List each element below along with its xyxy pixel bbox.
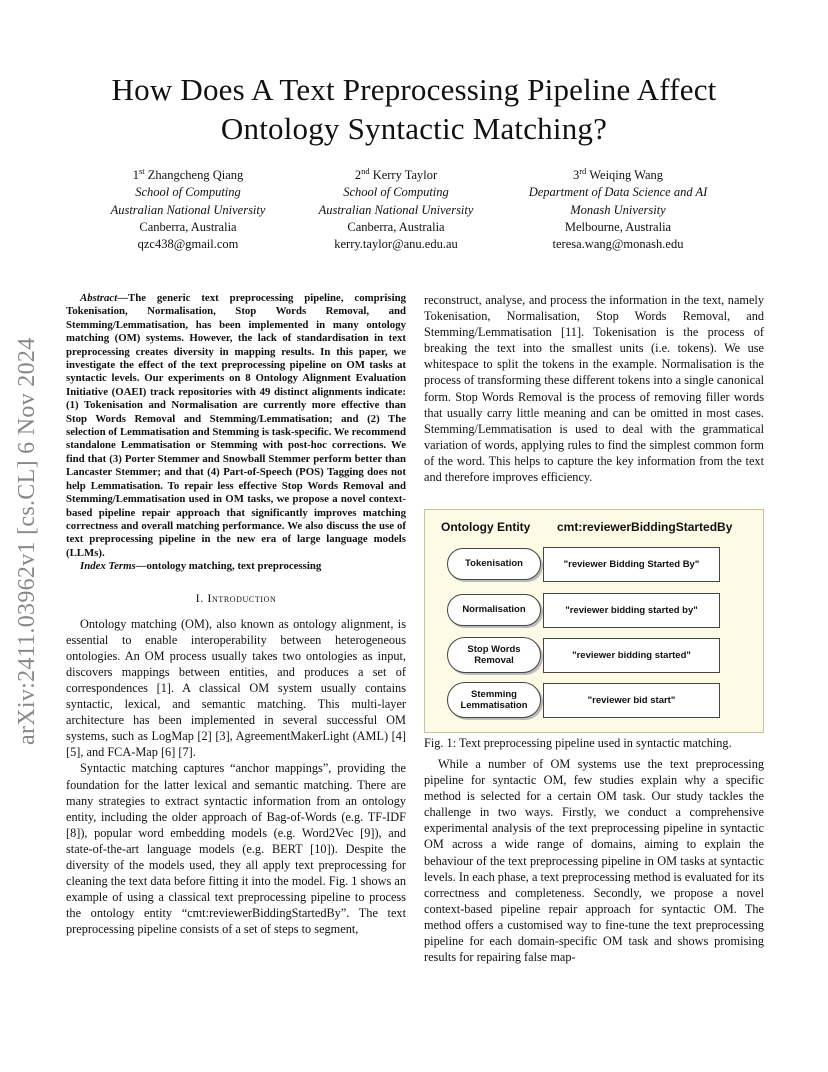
- author-3-location: Melbourne, Australia: [564, 219, 672, 234]
- author-1-ordinal-sup: st: [139, 166, 145, 176]
- abstract-lead: Abstract: [80, 292, 118, 304]
- author-1-institution: Australian National University: [110, 202, 266, 217]
- figure-1: [424, 509, 764, 733]
- left-column: [66, 292, 406, 938]
- intro-paragraph-1: Ontology matching (OM), also known as ontology alignment, is essential to enable interoperability between heterogeneous ontologies. An OM process usually takes two ontologies as input, discovers mappings between entities, and produces a set of correspondences [1]. A classical OM system usually contains syntactic, lexical, and semantic matching. This multi-layer architecture has been implemented in several successful OM systems, such as LogMap [2] [3], AgreementMakerLight (AML) [4] [5], and FCA-Map [6] [7].: [66, 616, 406, 760]
- index-terms-lead: Index Terms: [80, 560, 136, 573]
- figure-header-entity: Ontology Entity: [441, 520, 531, 534]
- title-line-2: Ontology Syntactic Matching?: [220, 111, 608, 146]
- author-1-ordinal: 1: [132, 168, 139, 183]
- step-stemming-lemmatisation: Stemming Lemmatisation: [447, 682, 541, 718]
- author-3: [498, 163, 738, 253]
- author-2-institution: Australian National University: [318, 202, 474, 217]
- output-stemming-lemmatisation: "reviewer bid start": [543, 683, 720, 718]
- section-heading: I. Introduction: [195, 590, 277, 605]
- step-stop-words-removal: Stop Words Removal: [447, 637, 541, 673]
- author-2-ordinal-sup: nd: [361, 166, 370, 176]
- author-3-email: teresa.wang@monash.edu: [552, 236, 684, 251]
- abstract-text: —The generic text preprocessing pipeline, comprising Tokenisation, Normalisation, Stop Words Removal, and Stemming/Lemmatisation, has been implemented in many ontology matching (OM) systems. However, the lack of standardisation in text preprocessing creates diversity in mapping results. In this paper, we investigate the effect of the text preprocessing pipeline on OM tasks at syntactic levels. Our experiments on 8 Ontology Alignment Evaluation Initiative (OAEI) track repositories with 49 distinct alignments indicate: (1) Tokenisation and Normalisation are currently more effective than Stop Words Removal and Stemming/Lemmatisation; and (2) The selection of Lemmatisation and Stemming is task-specific. We recommend standalone Lemmatisation or Stemming with post-hoc corrections. We find that (3) Porter Stemmer and Snowball Stemmer perform better than Lancaster Stemmer; and that (4) Part-of-Speech (POS) Tagging does not help Lemmatisation. To repair less effective Stop Words Removal and Stemming/Lemmatisation used in OM tasks, we propose a novel context-based pipeline repair approach that significantly improves matching correctness and overall matching performance. We also discuss the use of text preprocessing pipeline in the new era of large language models (LLMs).: [66, 292, 406, 559]
- author-2-ordinal: 2: [354, 168, 362, 183]
- author-3-name: Weiqing Wang: [589, 168, 664, 183]
- step-tokenisation: Tokenisation: [447, 548, 541, 580]
- index-terms: [66, 560, 406, 573]
- output-normalisation: "reviewer bidding started by": [543, 593, 720, 628]
- author-2-name: Kerry Taylor: [372, 168, 438, 183]
- index-terms-text: —ontology matching, text preprocessing: [135, 560, 322, 573]
- right-column-bottom: [424, 756, 764, 965]
- author-1-email: qzc438@gmail.com: [137, 236, 239, 251]
- author-1-location: Canberra, Australia: [139, 219, 237, 234]
- figure-header-value: cmt:reviewerBiddingStartedBy: [557, 520, 733, 534]
- paper-title: [40, 70, 788, 148]
- figure-1-caption: Fig. 1: Text preprocessing pipeline used in syntactic matching.: [424, 736, 732, 750]
- output-stop-words-removal: "reviewer bidding started": [543, 638, 720, 673]
- intro-paragraph-2: Syntactic matching captures “anchor mappings”, providing the foundation for the latter lexical and semantic matching. There are many strategies to extract syntactic information from an ontology entity, including the older approach of Bag-of-Words (e.g. TF-IDF [8]), popular word embedding models (e.g. Word2Vec [9]), and state-of-the-art language models (e.g. BERT [10]). Despite the diversity of the models used, they all apply text preprocessing for cleaning the text data before fitting it into the model. Fig. 1 shows an example of using a classical text preprocessing pipeline to process the ontology entity “cmt:reviewerBiddingStartedBy”. The text preprocessing pipeline consists of a set of steps to segment,: [66, 761, 406, 937]
- output-tokenisation: "reviewer Bidding Started By": [543, 547, 720, 582]
- author-1-name: Zhangcheng Qiang: [147, 168, 244, 183]
- author-1: [68, 163, 308, 253]
- author-1-affiliation: School of Computing: [135, 185, 241, 200]
- author-3-institution: Monash University: [570, 202, 666, 217]
- author-2-affiliation: School of Computing: [343, 185, 449, 200]
- right-column-top: [424, 292, 764, 485]
- abstract: [66, 292, 406, 560]
- step-normalisation: Normalisation: [447, 594, 541, 626]
- author-2-location: Canberra, Australia: [347, 219, 445, 234]
- author-2: [276, 163, 516, 253]
- arxiv-stamp: arXiv:2411.03962v1 [cs.CL] 6 Nov 2024: [14, 337, 40, 745]
- title-line-1: How Does A Text Preprocessing Pipeline Affect: [111, 72, 717, 107]
- right-paragraph-2: While a number of OM systems use the text preprocessing pipeline for syntactic OM, few studies explain why a specific method is selected for a certain OM task. Our study tackles the challenge in two ways. Firstly, we conduct a comprehensive experimental analysis of the text preprocessing pipeline in syntactic OM across a wide range of domains, aiming to explain the behaviour of the text preprocessing pipeline in OM tasks at syntactic levels. In each phase, a text preprocessing method is evaluated for its correctness and completeness. Secondly, we propose a novel context-based pipeline repair approach for syntactic OM. The method offers a customised way to fine-tune the text preprocessing pipeline for each domain-specific OM task and shows promising results for repairing false map-: [424, 757, 764, 965]
- right-paragraph-continued: reconstruct, analyse, and process the information in the text, namely Tokenisation, Normalisation, Stop Words Removal, and Stemming/Lemmatisation [11]. Tokenisation is the process of breaking the text into the smallest units (i.e. tokens). We use whitespace to split the tokens in the example. Normalisation is the process of transforming these different tokens into a single canonical form. Stop Words Removal is the process of removing filler words that usually carry little meaning and can be omitted in most cases. Stemming/Lemmatisation is used to deal with the grammatical variation of words, applying rules to find the simplest common form of the word. This helps to capture the key information from the text and therefore improves efficiency.: [424, 293, 764, 485]
- author-2-email: kerry.taylor@anu.edu.au: [334, 236, 458, 251]
- author-3-affiliation: Department of Data Science and AI: [528, 185, 708, 200]
- author-3-ordinal-sup: rd: [579, 166, 587, 176]
- author-3-ordinal: 3: [572, 168, 580, 183]
